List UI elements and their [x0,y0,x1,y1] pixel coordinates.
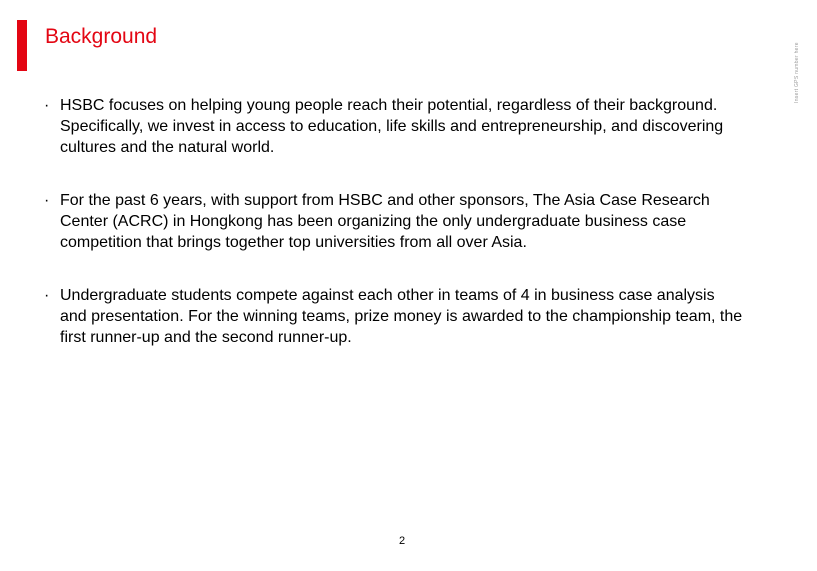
bullet-text: For the past 6 years, with support from HSBC and other sponsors, The Asia Case Research Center (ACRC) in Hongkong has been organizing the only undergraduate business case competition that brings together top universities from all over Asia. [60,192,710,251]
bullet-text: HSBC focuses on helping young people reach their potential, regardless of their background. Specifically, we invest in access to education, life skills and entrepreneurship, and discovering cultures and the natural world. [60,97,724,156]
bullet-item [44,190,744,253]
bullet-dot-icon: · [44,287,50,304]
gps-number-note: Insert GPS number here [794,42,800,103]
bullet-list [44,95,744,380]
bullet-text: Undergraduate students compete against each other in teams of 4 in business case analysis and presentation. For the winning teams, prize money is awarded to the championship team, the first runner-up and the second runner-up. [60,287,743,346]
page-number: 2 [399,535,406,547]
bullet-dot-icon: · [44,192,50,209]
title-accent-bar [17,20,27,71]
slide-title: Background [45,25,158,48]
bullet-dot-icon: · [44,97,50,114]
bullet-item [44,285,744,348]
bullet-item [44,95,744,158]
